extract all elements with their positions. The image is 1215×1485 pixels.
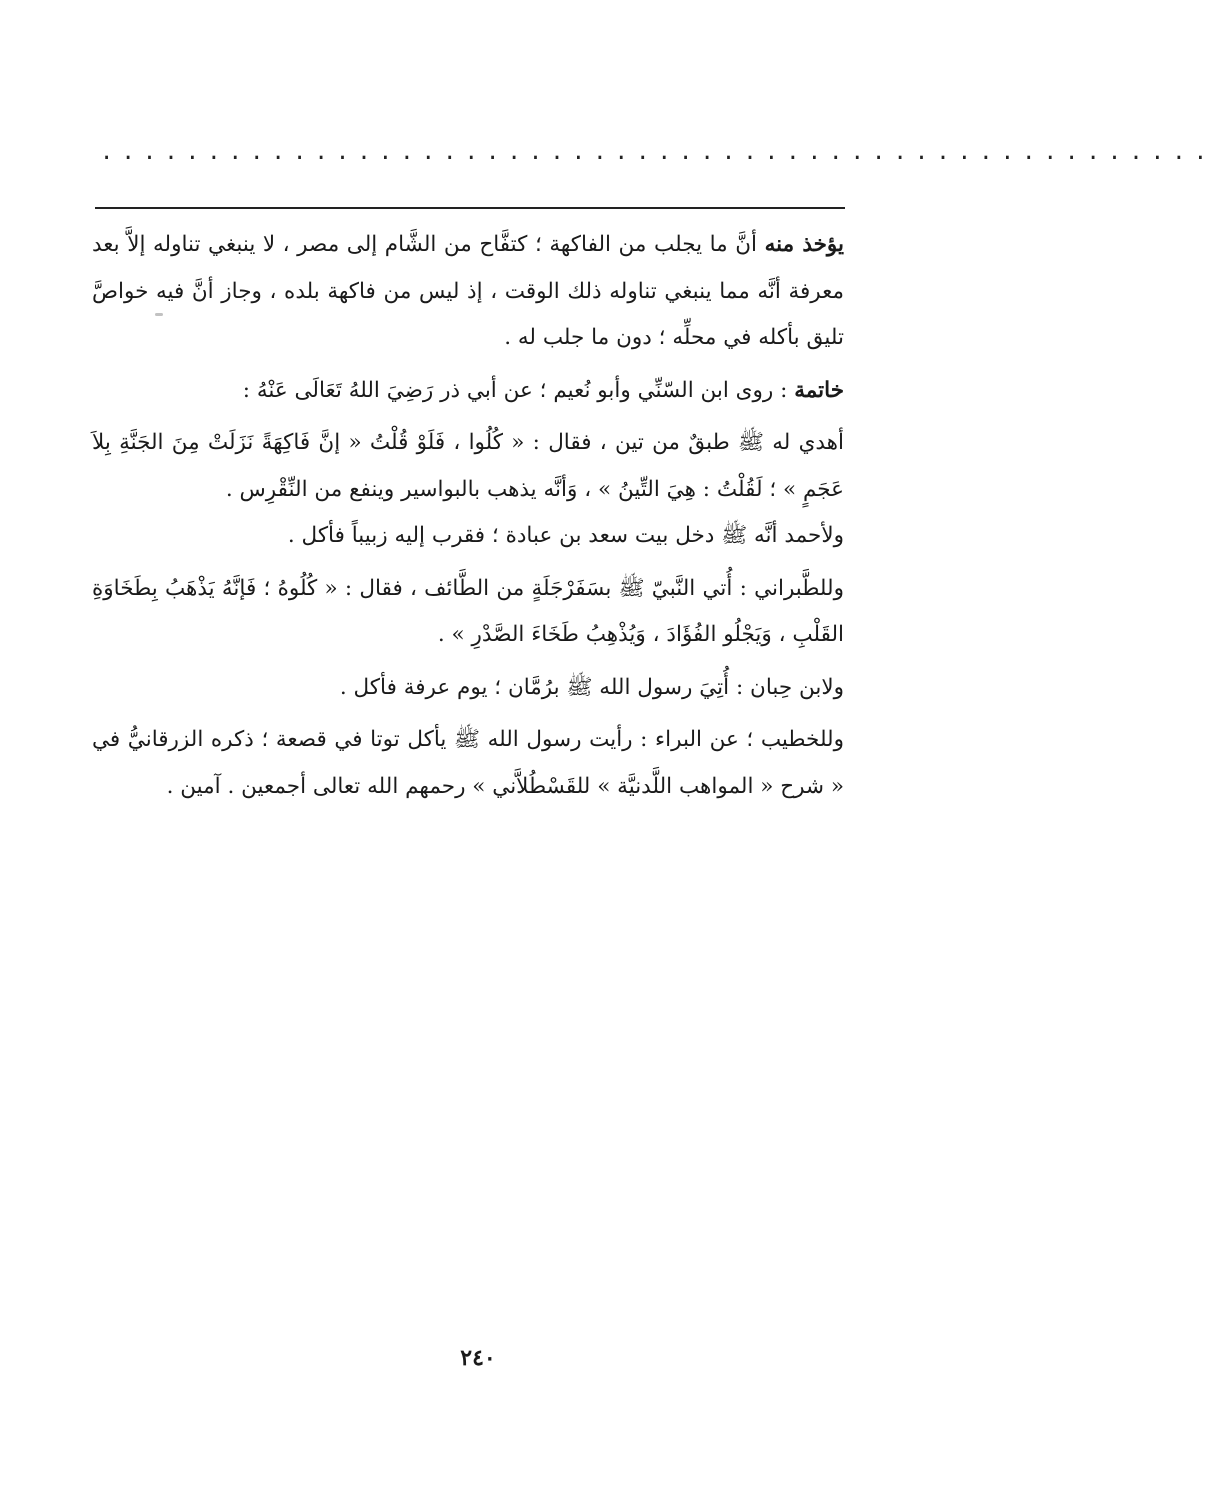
paragraph-5 [92,566,844,659]
paragraph-text: وللخطيب ؛ عن البراء : رأيت رسول الله ﷺ يأكل توتا في قصعة ؛ ذكره الزرقانيُّ في « شرح « المواهب اللَّدنيَّة » للقَسْطُلاَّني » رحمهم الله تعالى أجمعين . آمين . [92,727,844,799]
page-number: ٢٤٠ [460,1345,496,1371]
paragraph-7 [92,717,844,810]
paragraph-text: : روى ابن السّنِّي وأبو نُعيم ؛ عن أبي ذر رَضِيَ اللهُ تَعَالَى عَنْهُ : [242,377,795,403]
paragraph-lead: خاتمة [794,377,844,403]
header-rule [95,207,845,209]
main-text [92,222,844,810]
paragraph-text: ولأحمد أنَّه ﷺ دخل بيت سعد بن عبادة ؛ فقرب إليه زبيباً فأكل . [287,523,844,548]
paragraph-4 [92,513,844,560]
paragraph-6 [92,665,844,712]
paragraph-3 [92,420,844,513]
paragraph-text: أهدي له ﷺ طبقٌ من تين ، فقال : « كُلُوا ، فَلَوْ قُلْتُ « إنَّ فَاكِهَةً نَزَلَتْ مِنَ الجَنَّةِ بِلاَ عَجَمٍ » ؛ لَقُلْتُ : هِيَ التِّينُ » ، وَأنَّه يذهب بالبواسير وينفع من النِّقْرِس . [92,430,844,502]
paragraph-1 [92,222,844,362]
paragraph-lead: يؤخذ منه [764,232,845,257]
header-dotted-line: .................................................... [100,140,1215,165]
paragraph-text: أنَّ ما يجلب من الفاكهة ؛ كتفَّاح من الشَّام إلى مصر ، لا ينبغي تناوله إلاَّ بعد معرفة أنَّه مما ينبغي تناوله ذلك الوقت ، إذ ليس من فاكهة بلده ، وجاز أنَّ فيه خواصَّ تليق بأكله في محلِّه ؛ دون ما جلب له . [92,232,844,350]
paragraph-text: ولابن حِبان : أُتِيَ رسول الله ﷺ برُمَّان ؛ يوم عرفة فأكل . [339,674,844,700]
paragraph-text: وللطَّبراني : أُتي النَّبيّ ﷺ بسَفَرْجَلَةٍ من الطَّائف ، فقال : « كُلُوهُ ؛ فَإنَّهُ يَذْهَبُ بِطَخَاوَةِ القَلْبِ ، وَيَجْلُو الفُؤَادَ ، وَيُذْهِبُ طَخَاءَ الصَّدْرِ » . [92,575,844,647]
paragraph-2 [92,368,844,415]
